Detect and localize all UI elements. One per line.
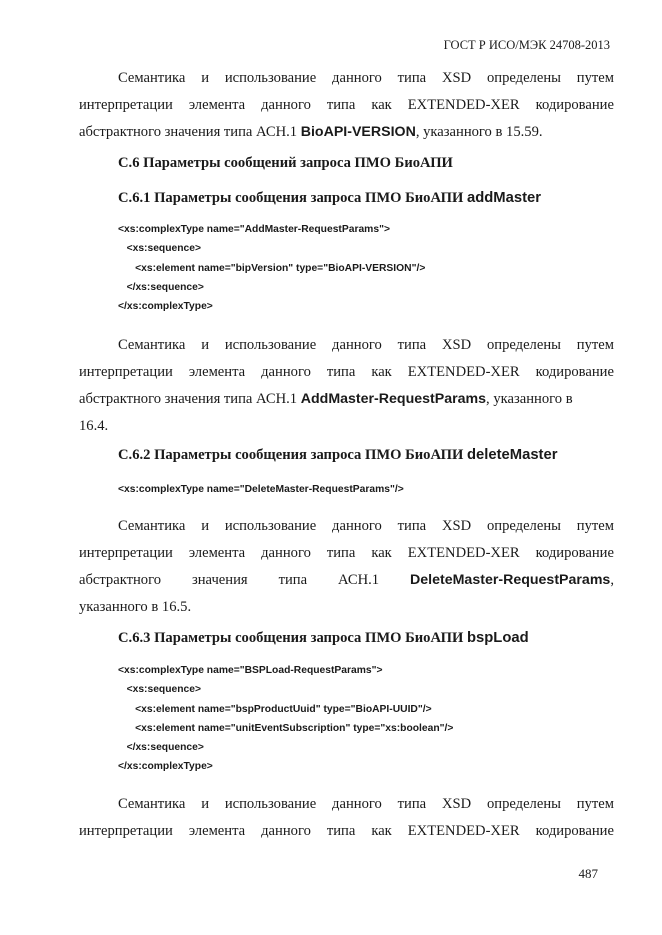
word: EXTENDED-XER [407, 823, 520, 839]
word: и [201, 518, 209, 534]
word: АСН.1 [338, 572, 380, 588]
text-run: , [610, 572, 614, 588]
text-run: абстрактного значения типа АСН.1 [79, 124, 301, 140]
asn1-type-name: AddMaster-RequestParams [300, 391, 487, 407]
code-line: <xs:element name="bipVersion" type="BioAPI-VERSION"/> [118, 262, 426, 274]
text-run: указанного в 16.5. [79, 599, 192, 615]
word: кодирование [535, 823, 614, 839]
section-heading-c62 [118, 447, 557, 464]
word: элемента [188, 545, 246, 561]
paragraph-line [79, 540, 614, 567]
word: как [371, 97, 392, 113]
word: и [201, 70, 209, 86]
section-heading-c61 [118, 190, 541, 207]
word: значения [191, 572, 248, 588]
word: кодирование [535, 97, 614, 113]
text-run: абстрактного значения типа АСН.1 [79, 391, 301, 407]
word: типа [278, 572, 308, 588]
paragraph-2 [79, 332, 614, 440]
xsd-code-block-c63 [118, 661, 453, 777]
xsd-code-block-c62 [118, 480, 404, 499]
asn1-type-name: BioAPI-VERSION [300, 124, 416, 140]
xsd-code-block-c61 [118, 220, 425, 316]
word: данного [332, 337, 382, 353]
word: Семантика [118, 796, 186, 812]
code-line: <xs:complexType name="AddMaster-RequestParams"> [118, 224, 390, 235]
word: Семантика [118, 337, 186, 353]
word: типа [326, 823, 356, 839]
paragraph-3 [79, 513, 614, 621]
word: XSD [441, 337, 472, 353]
paragraph-line [79, 594, 614, 621]
paragraph-line [79, 791, 614, 818]
word: интерпретации [79, 97, 173, 113]
paragraph-line [79, 332, 614, 359]
word: EXTENDED-XER [407, 545, 520, 561]
word: кодирование [535, 364, 614, 380]
code-line: </xs:sequence> [118, 742, 204, 754]
code-line: <xs:element name="unitEventSubscription" type="xs:boolean"/> [118, 722, 454, 734]
paragraph-line [79, 567, 614, 594]
word: данного [261, 545, 311, 561]
word: данного [332, 796, 382, 812]
page-number: 487 [578, 866, 598, 881]
section-heading-c63 [118, 630, 529, 647]
word: интерпретации [79, 545, 173, 561]
word: типа [326, 545, 356, 561]
word: использование [224, 518, 317, 534]
word: путем [576, 796, 614, 812]
paragraph-line [79, 92, 614, 119]
word: XSD [441, 70, 472, 86]
code-line: <xs:sequence> [118, 243, 201, 255]
word: типа [397, 518, 427, 534]
asn1-type-name-group [410, 567, 614, 594]
word: EXTENDED-XER [407, 97, 520, 113]
word: данного [261, 97, 311, 113]
word: данного [332, 518, 382, 534]
word: путем [576, 70, 614, 86]
word: путем [576, 337, 614, 353]
word: путем [576, 518, 614, 534]
word: Семантика [118, 518, 186, 534]
word: типа [397, 70, 427, 86]
word: XSD [441, 796, 472, 812]
word: типа [397, 337, 427, 353]
paragraph-line [79, 65, 614, 92]
section-heading-c6: С.6 Параметры сообщений запроса ПМО БиоАПИ [118, 155, 453, 171]
word: данного [261, 364, 311, 380]
word: элемента [188, 97, 246, 113]
word: как [371, 364, 392, 380]
code-line: <xs:sequence> [118, 684, 201, 696]
text-run: 16.4. [79, 418, 109, 434]
word: EXTENDED-XER [407, 364, 520, 380]
word: типа [326, 97, 356, 113]
word: данного [332, 70, 382, 86]
word: определены [486, 337, 561, 353]
word: и [201, 796, 209, 812]
word: XSD [441, 518, 472, 534]
paragraph-4 [79, 791, 614, 845]
word: абстрактного [79, 572, 162, 588]
heading-code: deleteMaster [467, 447, 558, 463]
word: как [371, 823, 392, 839]
text-run: , указанного в 15.59. [415, 124, 543, 140]
word: типа [397, 796, 427, 812]
text-run: , указанного в [486, 391, 573, 407]
paragraph-1 [79, 65, 614, 146]
word: интерпретации [79, 364, 173, 380]
code-line: <xs:complexType name="BSPLoad-RequestParams"> [118, 665, 383, 676]
word: определены [486, 70, 561, 86]
heading-text: С.6.3 Параметры сообщения запроса ПМО БиоАПИ [118, 630, 467, 646]
asn1-type-name: DeleteMaster-RequestParams [410, 572, 611, 588]
code-line: </xs:sequence> [118, 281, 204, 293]
code-line: </xs:complexType> [118, 761, 213, 773]
heading-text: С.6.1 Параметры сообщения запроса ПМО БиоАПИ [118, 190, 467, 206]
heading-text: С.6.2 Параметры сообщения запроса ПМО БиоАПИ [118, 447, 467, 463]
code-line: <xs:element name="bspProductUuid" type="BioAPI-UUID"/> [118, 703, 432, 715]
paragraph-line [79, 513, 614, 540]
word: и [201, 337, 209, 353]
word: использование [224, 796, 317, 812]
word: определены [486, 796, 561, 812]
word: использование [224, 70, 317, 86]
word: элемента [188, 823, 246, 839]
word: элемента [188, 364, 246, 380]
word: типа [326, 364, 356, 380]
paragraph-line [79, 119, 614, 146]
word: Семантика [118, 70, 186, 86]
word: интерпретации [79, 823, 173, 839]
word: как [371, 545, 392, 561]
word: данного [261, 823, 311, 839]
code-line: </xs:complexType> [118, 301, 213, 313]
word: определены [486, 518, 561, 534]
heading-code: bspLoad [467, 630, 529, 646]
paragraph-line [79, 818, 614, 845]
code-line: <xs:complexType name="DeleteMaster-RequestParams"/> [118, 484, 404, 495]
paragraph-line [79, 386, 614, 413]
word: использование [224, 337, 317, 353]
heading-code: addMaster [467, 190, 542, 206]
word: кодирование [535, 545, 614, 561]
paragraph-line [79, 359, 614, 386]
paragraph-line [79, 413, 614, 440]
standard-header: ГОСТ Р ИСО/МЭК 24708-2013 [443, 38, 610, 52]
